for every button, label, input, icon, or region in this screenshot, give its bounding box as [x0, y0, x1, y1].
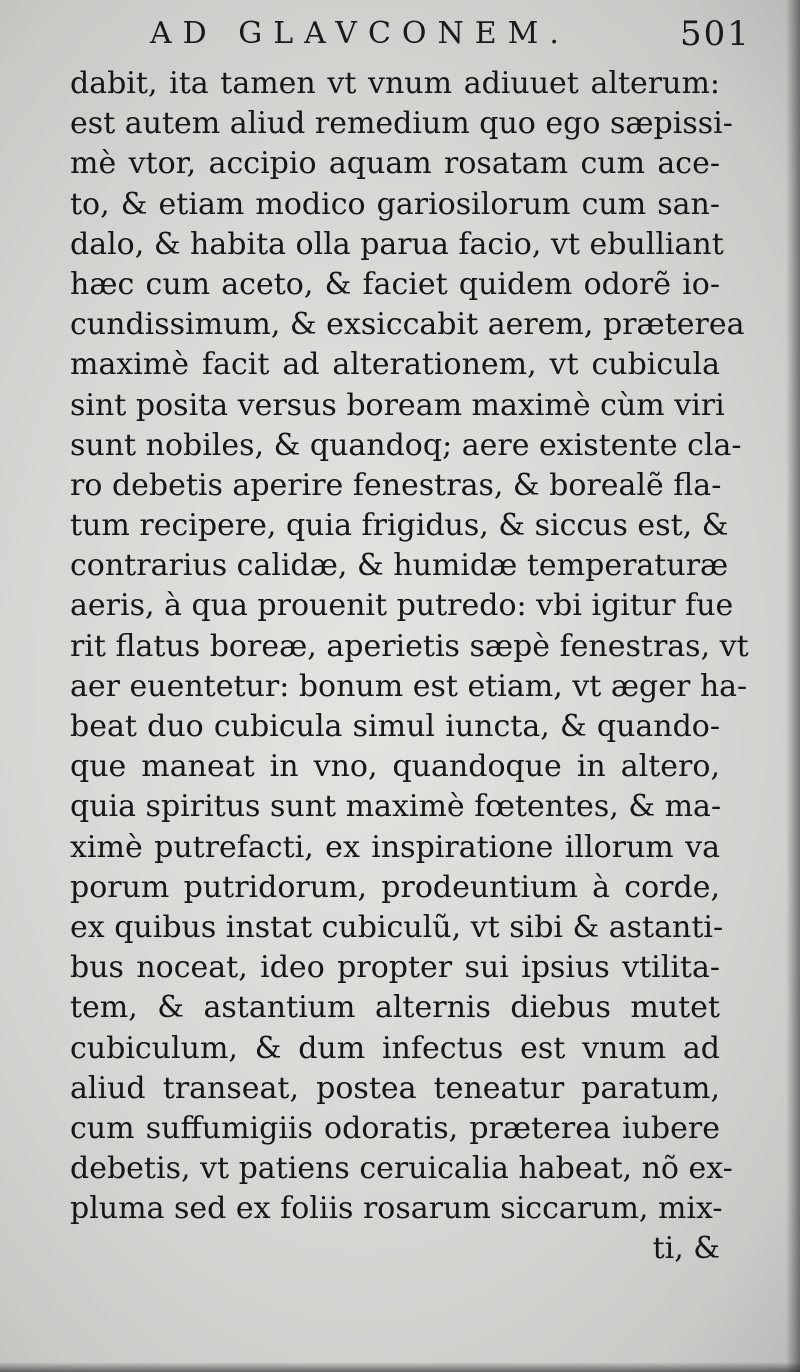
running-title: AD GLAVCONEM. [150, 16, 570, 51]
catchword: ti, & [652, 1231, 720, 1267]
text-line: contrarius calidæ, & humidæ temperaturæ [70, 548, 729, 584]
text-line: to, & etiam modico gariosilorum cum san- [70, 186, 720, 222]
text-line: hæc cum aceto, & faciet quidem odorẽ io- [70, 266, 720, 302]
text-line: ro debetis aperire fenestras, & borealẽ fla- [70, 467, 722, 503]
text-line: mè vtor, accipio aquam rosatam cum ace- [70, 146, 720, 182]
text-line: dabit, ita tamen vt vnum adiuuet alterum: [70, 66, 720, 101]
text-line: dalo, & habita olla parua facio, vt ebulliant [70, 226, 724, 262]
text-line: beat duo cubicula simul iuncta, & quando- [70, 709, 720, 744]
text-line: sunt nobiles, & quandoq; aere existente cla- [70, 427, 742, 463]
text-line: est autem aliud remedium quo ego sæpissi- [70, 106, 733, 142]
text-line: aer euentetur: bonum est etiam, vt æger ha- [70, 668, 748, 704]
page-edge-shadow [786, 0, 800, 1372]
page-number: 501 [680, 14, 751, 54]
text-line: cundissimum, & exsiccabit aerem, præterea [70, 307, 745, 343]
text-line: pluma sed ex foliis rosarum siccarum, mix- [70, 1191, 723, 1227]
text-line: porum putridorum, prodeuntium à corde, [70, 869, 720, 905]
text-line: cum suffumigiis odoratis, præterea iubere [70, 1110, 720, 1146]
text-line: sint posita versus boream maximè cùm viri [70, 387, 725, 423]
body-text [70, 64, 749, 1270]
text-line: maximè facit ad alterationem, vt cubicula [70, 347, 720, 383]
text-line: ximè putrefacti, ex inspiratione illorum va [70, 829, 720, 865]
text-line: tum recipere, quia frigidus, & siccus est, & [70, 508, 729, 544]
text-line: aeris, à qua prouenit putredo: vbi igitur fue [70, 588, 734, 624]
show-through-ink [70, 1240, 230, 1280]
text-line: rit flatus boreæ, aperietis sæpè fenestras, vt [70, 628, 749, 664]
text-line: cubiculum, & dum infectus est vnum ad [70, 1030, 720, 1066]
text-line: que maneat in vno, quandoque in altero, [70, 749, 720, 785]
text-line: quia spiritus sunt maximè fœtentes, & ma- [70, 789, 722, 825]
page-bottom-shadow [0, 1362, 800, 1372]
text-line: aliud transeat, postea teneatur paratum, [70, 1070, 720, 1106]
text-line: bus noceat, ideo propter sui ipsius vtilita- [70, 950, 720, 986]
text-line: ex quibus instat cubiculũ, vt sibi & astanti- [70, 909, 724, 945]
page-header [0, 12, 800, 62]
text-line: tem, & astantium alternis diebus mutet [70, 990, 720, 1026]
text-line: debetis, vt patiens ceruicalia habeat, nõ ex- [70, 1151, 733, 1187]
